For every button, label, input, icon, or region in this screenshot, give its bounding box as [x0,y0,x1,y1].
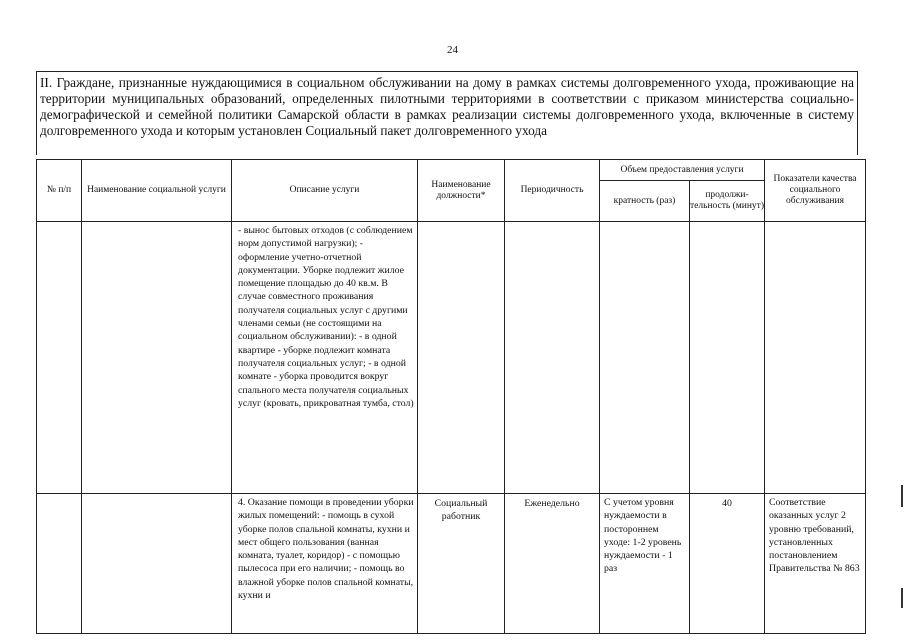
row-service-name [82,494,232,634]
header-description: Описание услуги [232,160,418,222]
row-quality [765,222,866,494]
header-frequency: кратность (раз) [600,181,690,222]
row-position: Социальный работник [418,494,505,634]
row-num [37,222,82,494]
header-position: Наименование должности* [418,160,505,222]
scan-edge-mark [901,485,903,507]
row-service-name [82,222,232,494]
row-num [37,494,82,634]
header-num: № п/п [37,160,82,222]
row-description: - вынос бытовых отходов (с соблюдением норм допустимой нагрузки); - оформление учетно-отчетной документации. Уборке подлежит жилое помещение площадью до 40 кв.м. В случае совместного проживания получателя социальных услуг с другими членами семьи (не состоящими на социальном обслуживании): - в одной квартире - уборке подлежит комната получателя социальных услуг; - в одной комнате - уборка проводится вокруг спального места получателя социальных услуг (кровать, прикроватная тумба, стол) [232,222,418,494]
row-frequency: С учетом уровня нуждаемости в постороннем уходе: 1-2 уровень нуждаемости - 1 раз [600,494,690,634]
section-intro: II. Граждане, признанные нуждающимися в социальном обслуживании на дому в рамках системы долговременного ухода, проживающие на территории муниципальных образований, определенных пилотными территориями в соответствии с приказом министерства социально-демографической и семейной политики Самарской области в рамках реализации системы долговременного ухода, включенные в систему долговременного ухода и которым установлен Социальный пакет долговременного ухода [36,71,858,155]
header-volume: Объем предоставления услуги [600,160,765,181]
row-duration [690,222,765,494]
table-row [37,222,866,494]
scan-edge-mark [901,588,903,608]
header-duration: продолжи-тельность (минут) [690,181,765,222]
row-duration: 40 [690,494,765,634]
row-periodicity [505,222,600,494]
services-table [36,159,866,634]
row-quality: Соответствие оказанных услуг 2 уровню требований, установленных постановлением Правительства № 863 [765,494,866,634]
page-number: 24 [447,44,458,56]
row-frequency [600,222,690,494]
header-service-name: Наименование социальной услуги [82,160,232,222]
row-position [418,222,505,494]
table-row [37,494,866,634]
header-periodicity: Периодичность [505,160,600,222]
row-description: 4. Оказание помощи в проведении уборки жилых помещений: - помощь в сухой уборке полов спальной комнаты, кухни и мест общего пользования (ванная комната, туалет, коридор) - с помощью пылесоса при его наличии; - помощь во влажной уборке полов спальной комнаты, кухни и [232,494,418,634]
header-quality: Показатели качества социального обслуживания [765,160,866,222]
row-periodicity: Еженедельно [505,494,600,634]
